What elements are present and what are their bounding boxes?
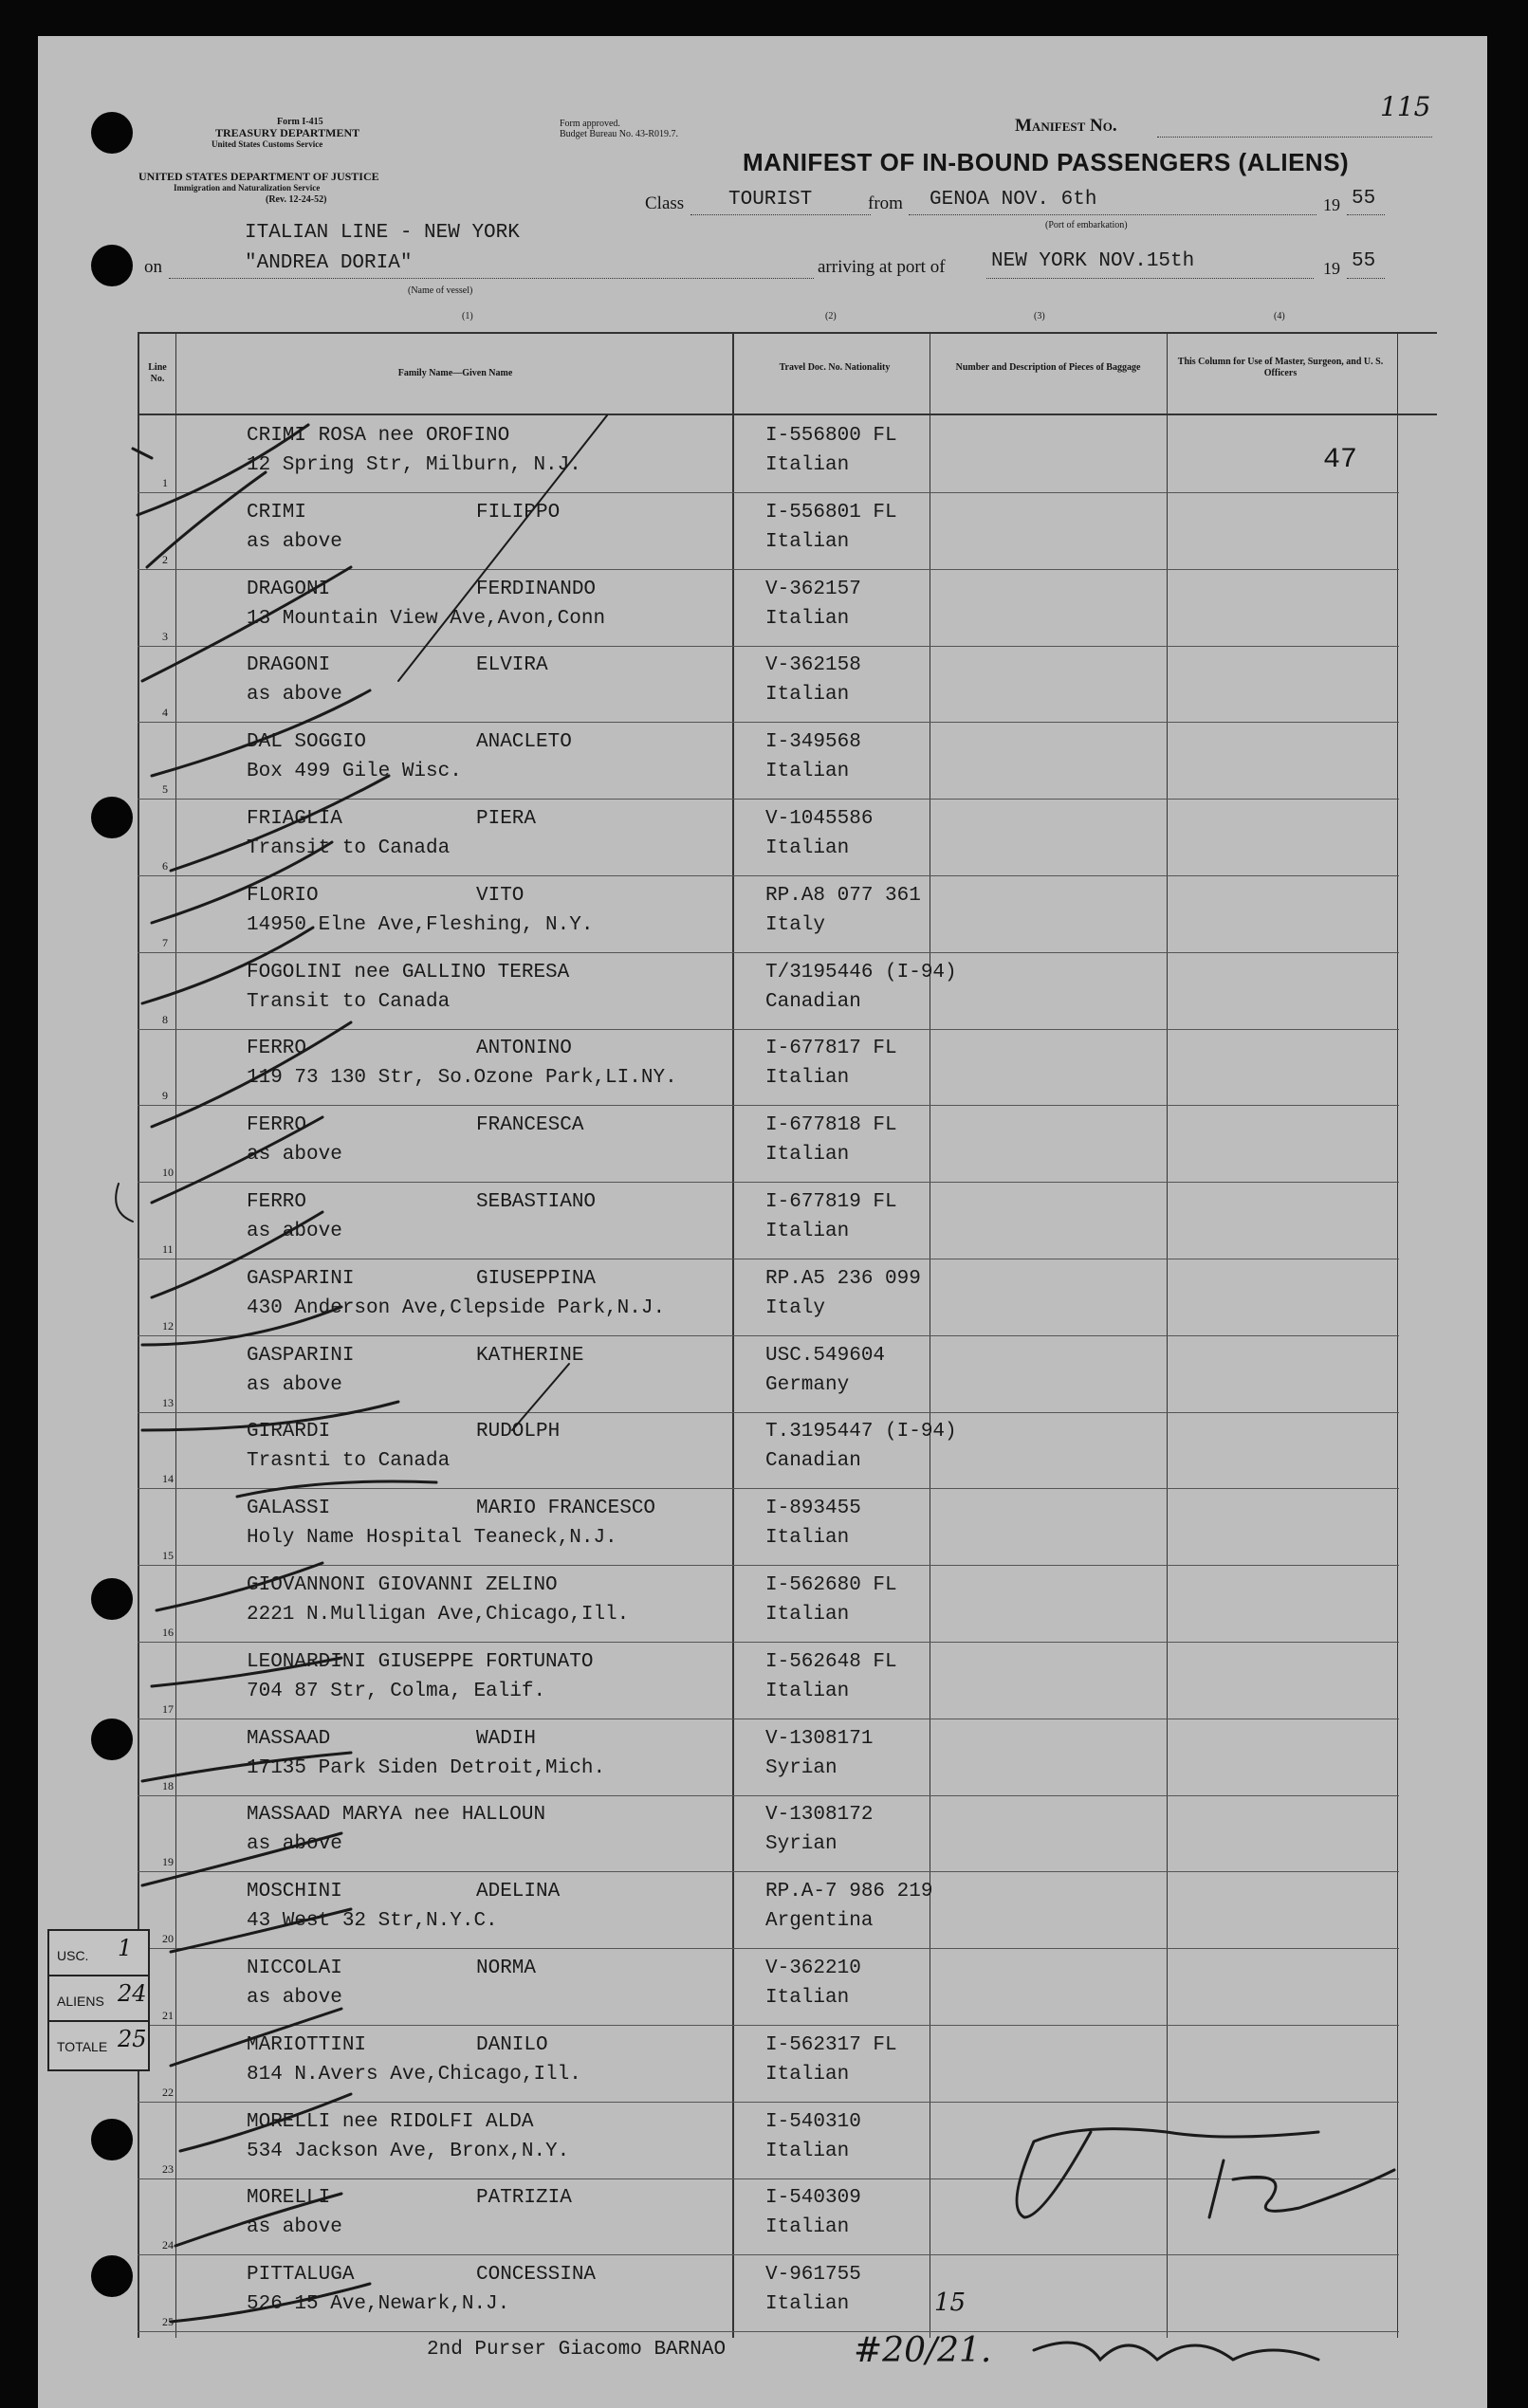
passenger-address: as above <box>247 2216 342 2239</box>
col-num-3: (3) <box>1034 311 1045 322</box>
year-prefix: 19 <box>1323 195 1340 214</box>
header-name: Family Name—Given Name <box>397 368 513 378</box>
travel-doc-number: V-1308172 <box>765 1804 874 1827</box>
shipping-line: ITALIAN LINE - NEW YORK <box>245 222 520 244</box>
manifest-sheet <box>38 36 1487 2408</box>
passenger-family-name: MORELLI nee RIDOLFI ALDA <box>247 2110 534 2133</box>
line-number: 5 <box>162 782 168 797</box>
line-number: 24 <box>162 2238 174 2252</box>
nationality: Italian <box>765 1680 850 1702</box>
passenger-family-name: MOSCHINI <box>247 1881 342 1903</box>
binder-hole <box>91 1578 133 1620</box>
passenger-family-name: DRAGONI <box>247 578 331 600</box>
passenger-family-name: FLORIO <box>247 884 319 907</box>
nationality: Canadian <box>765 990 861 1013</box>
nationality: Italy <box>765 1296 826 1319</box>
col-num-4: (4) <box>1274 311 1285 322</box>
passenger-given-name: CONCESSINA <box>476 2264 597 2287</box>
travel-doc-number: I-349568 <box>765 731 861 754</box>
tally-total-label: TOTALE <box>57 2039 108 2054</box>
passenger-family-name: GIOVANNONI GIOVANNI ZELINO <box>247 1574 558 1596</box>
header-officers: This Column for Use of Master, Surgeon, and U. S. Officers <box>1177 357 1384 378</box>
line-number: 25 <box>162 2315 174 2329</box>
class-label: Class <box>645 193 685 213</box>
passenger-family-name: FERRO <box>247 1114 307 1137</box>
header-travel-doc: Travel Doc. No. Nationality <box>779 362 891 373</box>
passenger-family-name: FERRO <box>247 1038 307 1060</box>
purser-name: 2nd Purser Giacomo BARNAO <box>427 2339 727 2361</box>
nationality: Italian <box>765 1604 850 1626</box>
line-number: 2 <box>162 552 168 566</box>
nationality: Syrian <box>765 1756 838 1779</box>
line-number: 4 <box>162 706 168 720</box>
passenger-address: as above <box>247 1987 342 2009</box>
tally-total <box>47 2020 150 2071</box>
line-number: 20 <box>162 1932 174 1946</box>
passenger-given-name: RUDOLPH <box>476 1421 561 1443</box>
passenger-family-name: MORELLI <box>247 2187 331 2210</box>
dept-ins: Immigration and Naturalization Service <box>174 183 321 193</box>
passenger-family-name: NICCOLAI <box>247 1958 342 1979</box>
col-num-2: (2) <box>825 311 837 322</box>
travel-doc-number: I-677819 FL <box>765 1191 897 1213</box>
passenger-given-name: FERDINANDO <box>476 578 597 600</box>
nationality: Italian <box>765 2216 850 2239</box>
line-number: 11 <box>162 1242 174 1256</box>
line-number: 3 <box>162 629 168 643</box>
travel-doc-number: T.3195447 (I-94) <box>765 1421 957 1443</box>
nationality: Canadian <box>765 1450 861 1473</box>
from-value: GENOA NOV. 6th <box>930 189 1097 211</box>
tally-usc-value: 1 <box>118 1935 133 1961</box>
passenger-family-name: MARIOTTINI <box>247 2033 367 2056</box>
line-number: 23 <box>162 2161 174 2176</box>
vessel-name: "ANDREA DORIA" <box>245 252 413 274</box>
passenger-address: 526 15 Ave,Newark,N.J. <box>247 2293 510 2316</box>
passenger-given-name: PIERA <box>476 808 537 830</box>
travel-doc-number: V-1308171 <box>765 1727 874 1750</box>
nationality: Italian <box>765 1527 850 1550</box>
form-approved: Form approved. <box>560 119 620 129</box>
manifest-title: MANIFEST OF IN-BOUND PASSENGERS (ALIENS) <box>743 148 1350 176</box>
passenger-given-name: MARIO FRANCESCO <box>476 1498 656 1520</box>
passenger-family-name: FRIAGLIA <box>247 808 342 830</box>
passenger-given-name: ANACLETO <box>476 731 572 754</box>
budget-bureau: Budget Bureau No. 43-R019.7. <box>560 129 678 139</box>
passenger-address: as above <box>247 1833 342 1856</box>
travel-doc-number: I-556800 FL <box>765 425 897 447</box>
form-revision: (Rev. 12-24-52) <box>266 194 327 205</box>
passenger-address: as above <box>247 684 342 707</box>
line-number: 1 <box>162 476 168 489</box>
tally-usc-label: USC. <box>57 1948 89 1963</box>
binder-hole <box>91 245 133 286</box>
line-number: 19 <box>162 1855 174 1869</box>
dept-treasury: TREASURY DEPARTMENT <box>215 126 360 139</box>
from-label: from <box>868 193 903 213</box>
passenger-address: Trasnti to Canada <box>247 1450 451 1473</box>
line-number: 22 <box>162 2085 174 2099</box>
passenger-family-name: FERRO <box>247 1191 307 1213</box>
passenger-given-name: KATHERINE <box>476 1344 584 1367</box>
binder-hole <box>91 2119 133 2160</box>
binder-hole <box>91 112 133 154</box>
travel-doc-number: RP.A8 077 361 <box>765 884 921 907</box>
nationality: Italian <box>765 1221 850 1242</box>
year2-value: 55 <box>1352 250 1376 272</box>
travel-doc-number: RP.A-7 986 219 <box>765 1881 933 1903</box>
year-value: 55 <box>1352 188 1376 210</box>
line-number: 7 <box>162 935 168 949</box>
passenger-family-name: MASSAAD <box>247 1727 331 1750</box>
passenger-address: 2221 N.Mulligan Ave,Chicago,Ill. <box>247 1604 630 1626</box>
nationality: Italian <box>765 1067 850 1090</box>
tally-aliens-label: ALIENS <box>57 1994 104 2009</box>
line-number: 8 <box>162 1012 168 1026</box>
travel-doc-number: V-961755 <box>765 2264 861 2287</box>
passenger-address: as above <box>247 1144 342 1167</box>
arriving-label: arriving at port of <box>818 257 946 277</box>
travel-doc-number: I-562648 FL <box>765 1650 897 1673</box>
passenger-given-name: ELVIRA <box>476 654 548 677</box>
passenger-address: as above <box>247 1373 342 1396</box>
nationality: Italian <box>765 2293 850 2316</box>
line-number: 13 <box>162 1395 174 1409</box>
line-number: 10 <box>162 1166 174 1180</box>
travel-doc-number: V-362158 <box>765 654 861 677</box>
binder-hole <box>91 2255 133 2297</box>
passenger-given-name: NORMA <box>476 1958 537 1979</box>
nationality: Italy <box>765 913 826 936</box>
line-number: 17 <box>162 1701 174 1716</box>
passenger-address: Holy Name Hospital Teaneck,N.J. <box>247 1527 617 1550</box>
passenger-address: as above <box>247 1221 342 1242</box>
tally-total-value: 25 <box>118 2026 147 2052</box>
nationality: Italian <box>765 530 850 553</box>
line-number: 6 <box>162 859 168 873</box>
manifest-no-label: Manifest No. <box>1015 116 1117 136</box>
travel-doc-number: T/3195446 (I-94) <box>765 961 957 983</box>
passenger-given-name: ANTONINO <box>476 1038 572 1060</box>
travel-doc-number: I-540309 <box>765 2187 861 2210</box>
tally-aliens <box>47 1975 150 2024</box>
nationality: Italian <box>765 1144 850 1167</box>
passenger-address: 430 Anderson Ave,Clepside Park,N.J. <box>247 1296 666 1319</box>
travel-doc-number: V-362157 <box>765 578 861 600</box>
travel-doc-number: USC.549604 <box>765 1344 886 1367</box>
officer-count: 47 <box>1323 444 1358 476</box>
line-number: 14 <box>162 1472 174 1486</box>
passenger-family-name: GASPARINI <box>247 1344 355 1367</box>
passenger-address: Box 499 Gile Wisc. <box>247 761 462 783</box>
travel-doc-number: I-677817 FL <box>765 1038 897 1060</box>
passenger-given-name: WADIH <box>476 1727 537 1750</box>
dept-justice: UNITED STATES DEPARTMENT OF JUSTICE <box>138 170 379 183</box>
passenger-family-name: GALASSI <box>247 1498 331 1520</box>
passenger-given-name: VITO <box>476 884 525 907</box>
passenger-family-name: DRAGONI <box>247 654 331 677</box>
passenger-family-name: LEONARDINI GIUSEPPE FORTUNATO <box>247 1650 594 1673</box>
nationality: Italian <box>765 2140 850 2162</box>
passenger-family-name: FOGOLINI nee GALLINO TERESA <box>247 961 570 983</box>
passenger-given-name: FRANCESCA <box>476 1114 584 1137</box>
nationality: Italian <box>765 837 850 859</box>
binder-hole <box>91 797 133 838</box>
arriving-value: NEW YORK NOV.15th <box>991 250 1195 272</box>
nationality: Syrian <box>765 1833 838 1856</box>
passenger-address: 13 Mountain View Ave,Avon,Conn <box>247 607 606 630</box>
vessel-note: (Name of vessel) <box>408 285 473 296</box>
form-id: Form I-415 <box>277 117 323 127</box>
passenger-address: 17135 Park Siden Detroit,Mich. <box>247 1756 606 1779</box>
line-number: 15 <box>162 1549 174 1563</box>
passenger-family-name: PITTALUGA <box>247 2264 355 2287</box>
passenger-given-name: GIUSEPPINA <box>476 1267 597 1290</box>
passenger-address: as above <box>247 530 342 553</box>
dept-customs: United States Customs Service <box>212 139 323 149</box>
travel-doc-number: RP.A5 236 099 <box>765 1267 921 1290</box>
on-label: on <box>144 257 162 277</box>
passenger-family-name: MASSAAD MARYA nee HALLOUN <box>247 1804 546 1827</box>
year2-prefix: 19 <box>1323 259 1340 278</box>
passenger-address: 14950 Elne Ave,Fleshing, N.Y. <box>247 913 594 936</box>
passenger-address: 12 Spring Str, Milburn, N.J. <box>247 454 581 476</box>
passenger-address: Transit to Canada <box>247 837 451 859</box>
passenger-address: 814 N.Avers Ave,Chicago,Ill. <box>247 2063 581 2086</box>
col-num-1: (1) <box>462 311 473 322</box>
travel-doc-number: I-562680 FL <box>765 1574 897 1596</box>
class-value: TOURIST <box>728 189 813 211</box>
line-number: 12 <box>162 1318 174 1333</box>
passenger-given-name: PATRIZIA <box>476 2187 572 2210</box>
passenger-family-name: CRIMI <box>247 501 307 524</box>
passenger-family-name: CRIMI ROSA nee OROFINO <box>247 425 510 447</box>
nationality: Italian <box>765 607 850 630</box>
nationality: Italian <box>765 761 850 783</box>
passenger-address: 43 West 32 Str,N.Y.C. <box>247 1910 498 1933</box>
travel-doc-number: I-677818 FL <box>765 1114 897 1137</box>
travel-doc-number: V-362210 <box>765 1958 861 1979</box>
handwriting-layer <box>38 36 1487 2408</box>
header-baggage: Number and Description of Pieces of Baggage <box>955 362 1141 373</box>
passenger-given-name: DANILO <box>476 2033 548 2056</box>
nationality: Italian <box>765 454 850 476</box>
passenger-address: 119 73 130 Str, So.Ozone Park,LI.NY. <box>247 1067 677 1090</box>
travel-doc-number: I-562317 FL <box>765 2033 897 2056</box>
passenger-address: 534 Jackson Ave, Bronx,N.Y. <box>247 2140 570 2162</box>
handwritten-note: #20/21. <box>854 2331 992 2370</box>
tally-usc <box>47 1929 150 1978</box>
passenger-given-name: SEBASTIANO <box>476 1191 597 1213</box>
travel-doc-number: I-893455 <box>765 1498 861 1520</box>
travel-doc-number: I-540310 <box>765 2110 861 2133</box>
header-line-no: Line No. <box>148 362 167 384</box>
nationality: Argentina <box>765 1910 874 1933</box>
line-number: 9 <box>162 1089 168 1103</box>
passenger-family-name: GIRARDI <box>247 1421 331 1443</box>
nationality: Italian <box>765 2063 850 2086</box>
line-number: 21 <box>162 2009 174 2022</box>
passenger-family-name: GASPARINI <box>247 1267 355 1290</box>
passenger-given-name: ADELINA <box>476 1881 561 1903</box>
passenger-address: Transit to Canada <box>247 990 451 1013</box>
port-embark-note: (Port of embarkation) <box>1045 220 1128 230</box>
handwritten-note-2: 15 <box>934 2289 967 2317</box>
travel-doc-number: I-556801 FL <box>765 501 897 524</box>
passenger-family-name: DAL SOGGIO <box>247 731 367 754</box>
line-number: 18 <box>162 1778 174 1792</box>
line-number: 16 <box>162 1626 174 1639</box>
travel-doc-number: V-1045586 <box>765 808 874 830</box>
passenger-given-name: FILIPPO <box>476 501 561 524</box>
nationality: Italian <box>765 684 850 707</box>
nationality: Italian <box>765 1987 850 2009</box>
binder-hole <box>91 1719 133 1760</box>
passenger-address: 704 87 Str, Colma, Ealif. <box>247 1680 546 1702</box>
page-mark: 115 <box>1380 91 1431 122</box>
tally-aliens-value: 24 <box>118 1980 147 2007</box>
nationality: Germany <box>765 1373 850 1396</box>
